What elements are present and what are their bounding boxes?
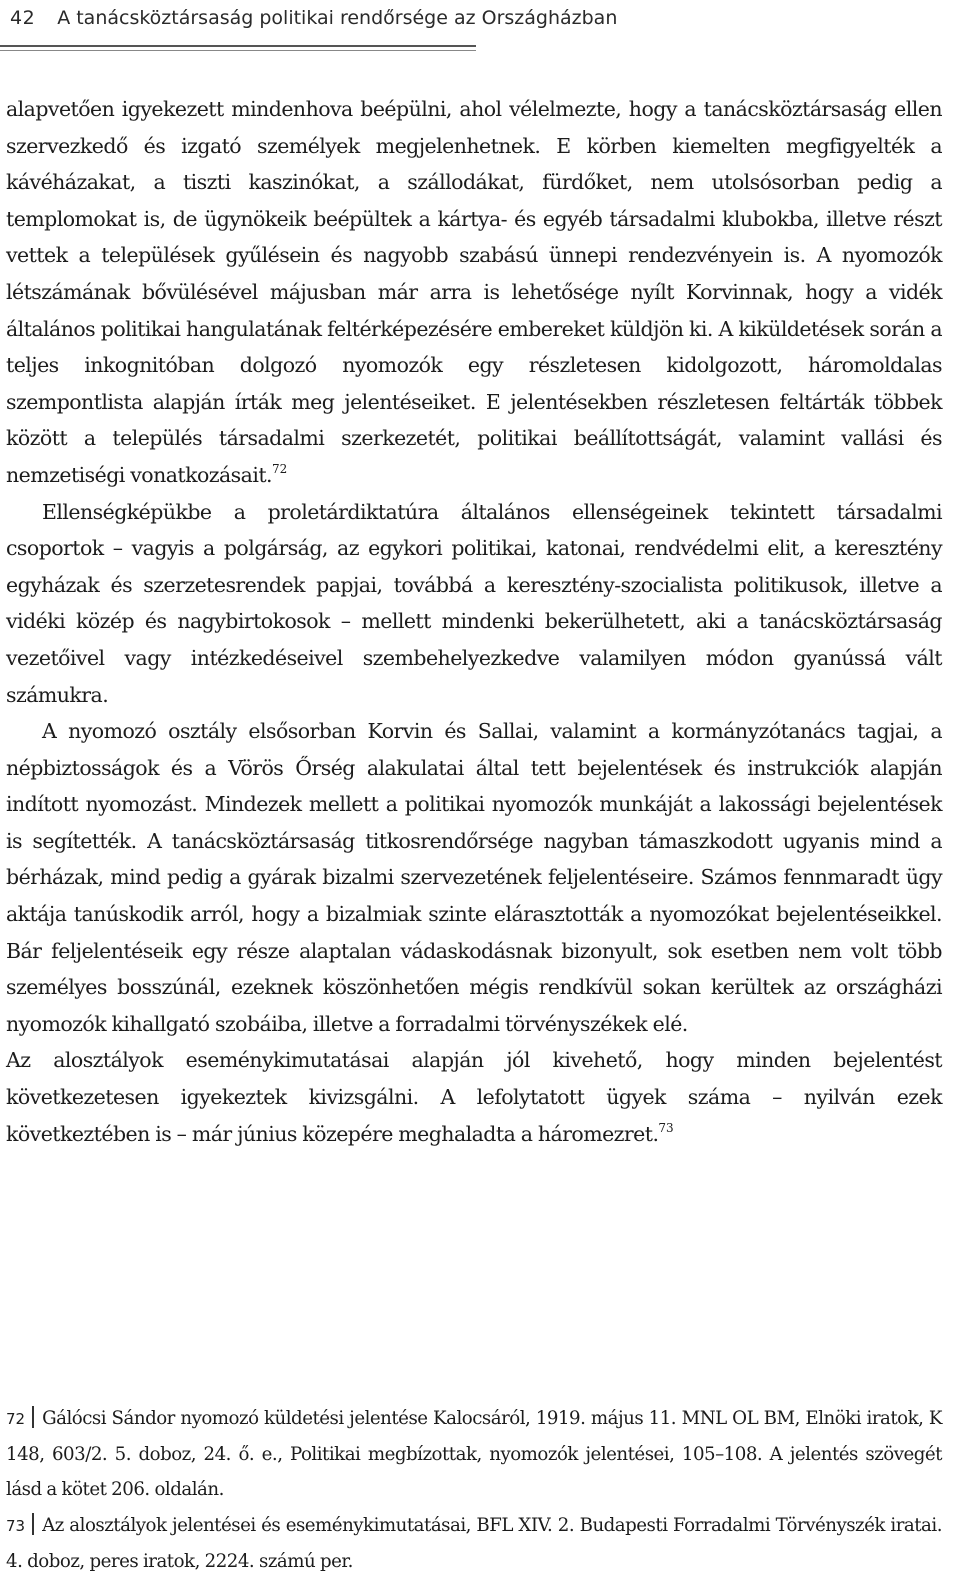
header-rule-thick [0,45,476,47]
paragraph: Ellenségképükbe a proletárdiktatúra általános ellenségeinek tekintett társadalmi csoportok – vagyis a polgárság, az egykori politikai, katonai, rendvédelmi elit, a keresztény egyházak és szerzetesrendek papjai, továbbá a keresztény-szocialista politikusok, illetve a vidéki közép és nagybirtokosok – mellett mindenki bekerülhetett, aki a tanácsköztársaság vezetőivel vagy intézkedéseivel szembehelyezkedve valamilyen módon gyanússá vált számukra. [6,499,942,707]
footnote-separator [32,1406,34,1428]
paragraph-text: alapvetően igyekezett mindenhova beépülni, ahol vélelmezte, hogy a tanácsköztársaság ellen szervezkedő és izgató személyek megjelenhetnek. E körben kiemelten megfigyelték a kávéházakat, a tiszti kaszinókat, a szállodákat, fürdőket, nem utolsósorban pedig a templomokat is, de ügynökeik beépültek a kártya- és egyéb társadalmi klubokba, illetve részt vettek a települések gyűlésein és nagyobb szabású ünnepi rendezvényein is. A nyomozók létszámának bővülésével májusban már arra is lehetősége nyílt Korvinnak, hogy a vidék általános politikai hangulatának feltérképezésére embereket küldjön ki. A kiküldetések során a teljes inkognitóban dolgozó nyomozók egy részletesen kidolgozott, háromoldalas szempontlista alapján írták meg jelentéseiket. E jelentésekben részletesen feltárták többek között a település társadalmi szerkezetét, politikai beállítottságát, valamint vallási és nemzetiségi vonatkozásait. [6,97,942,487]
footnote-separator [32,1513,34,1535]
footnote-text: Az alosztályok jelentései és eseménykimutatásai, BFL XIV. 2. Budapesti Forradalmi Törvényszék iratai. 4. doboz, peres iratok, 2224. számú per. [6,1514,942,1572]
header-rule-thin [0,50,476,51]
page-number: 42 [10,7,36,29]
paragraph: A nyomozó osztály elsősorban Korvin és Sallai, valamint a kormányzótanács tagjai, a népbiztosságok és a Vörös Őrség alakulatai által tett bejelentések és instrukciók alapján indított nyomozást. Mindezek mellett a politikai nyomozók munkáját a lakossági bejelentések is segítették. A tanácsköztársaság titkosrendőrsége nagyban támaszkodott ugyanis mind a bérházak, mind pedig a gyárak bizalmi szervezetének feljelentéseire. Számos fennmaradt ügy aktája tanúskodik arról, hogy a bizalmiak szinte elárasztották a nyomozókat bejelentéseikkel. Bár feljelentéseik egy része alaptalan vádaskodásnak bizonyult, sok esetben nem volt több személyes bosszúnál, ezeknek köszönhetően mégis rendkívül sokan kerültek az országházi nyomozók kihallgató szobáiba, illetve a forradalmi törvényszékek elé. [6,719,942,1036]
running-title: A tanácsköztársaság politikai rendőrsége az Országházban [57,7,618,29]
footnote [6,1401,942,1508]
paragraph-text: Az alosztályok eseménykimutatásai alapján jól kivehető, hogy minden bejelentést következetesen igyekeztek kivizsgálni. A lefolytatott ügyek száma – nyilván ezek következtében is – már június közepére meghaladta a háromezret. [6,1048,942,1146]
main-text [6,91,942,1152]
paragraph [6,1042,942,1152]
running-header [10,4,950,34]
footnote-text: Gálócsi Sándor nyomozó küldetési jelentése Kalocsáról, 1919. május 11. MNL OL BM, Elnöki iratok, K 148, 603/2. 5. doboz, 24. ő. e., Politikai megbízottak, nyomozók jelentései, 105–108. A jelentés szövegét lásd a kötet 206. oldalán. [6,1408,942,1501]
footnote-number: 72 [6,1410,26,1428]
footnote-number: 73 [6,1516,26,1535]
footnote-reference[interactable]: 72 [271,461,288,476]
paragraph [6,91,942,494]
footnote [6,1508,942,1579]
footnotes [6,1401,942,1579]
footnote-reference[interactable]: 73 [658,1120,674,1135]
